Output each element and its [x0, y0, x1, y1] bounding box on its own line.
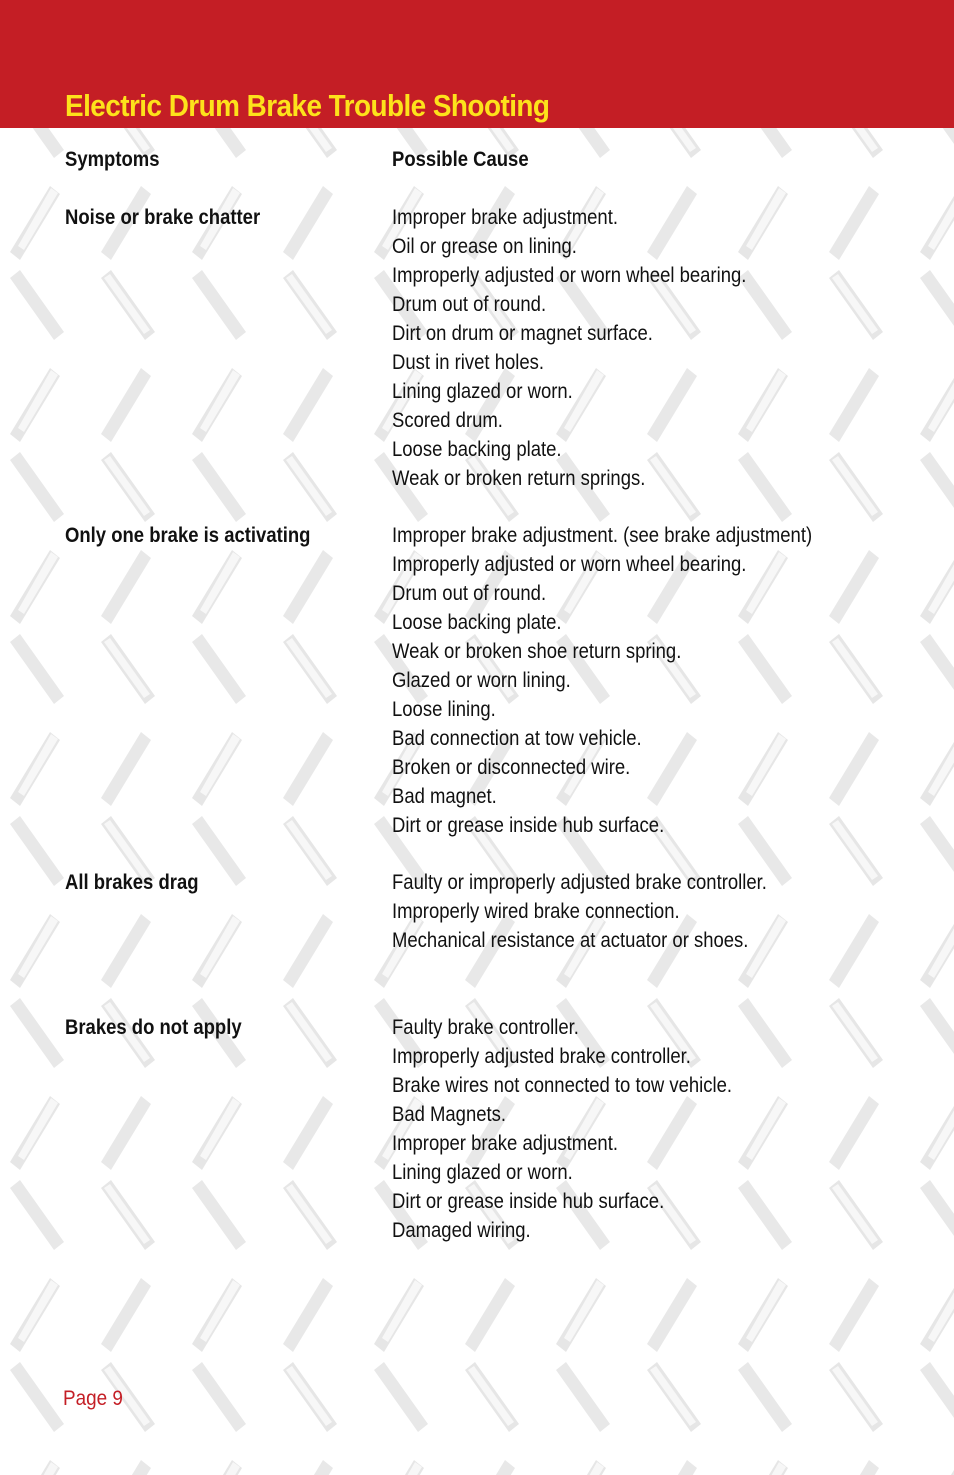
cause-list: [392, 1013, 732, 1245]
cause-item: Improperly wired brake connection.: [392, 900, 680, 923]
cause-item: Faulty or improperly adjusted brake controller.: [392, 871, 767, 894]
cause-item: Improperly adjusted or worn wheel bearing.: [392, 553, 747, 576]
cause-item: Broken or disconnected wire.: [392, 756, 631, 779]
symptom-label: Brakes do not apply: [65, 1016, 242, 1039]
cause-item: Glazed or worn lining.: [392, 669, 571, 692]
symptom-label: Noise or brake chatter: [65, 206, 261, 229]
cause-item: Weak or broken shoe return spring.: [392, 640, 682, 663]
cause-list: [392, 203, 746, 493]
cause-item: Improper brake adjustment.: [392, 1132, 618, 1155]
cause-item: Lining glazed or worn.: [392, 380, 573, 403]
page-title: Electric Drum Brake Trouble Shooting: [65, 88, 550, 123]
cause-item: Weak or broken return springs.: [392, 467, 646, 490]
cause-item: Improperly adjusted brake controller.: [392, 1045, 691, 1068]
cause-item: Drum out of round.: [392, 293, 547, 316]
cause-item: Bad Magnets.: [392, 1103, 507, 1126]
cause-item: Faulty brake controller.: [392, 1016, 579, 1039]
symptom-label: Only one brake is activating: [65, 524, 311, 547]
cause-item: Bad magnet.: [392, 785, 497, 808]
cause-item: Dirt or grease inside hub surface.: [392, 814, 665, 837]
cause-item: Dirt on drum or magnet surface.: [392, 322, 653, 345]
cause-item: Mechanical resistance at actuator or shoes.: [392, 929, 749, 952]
page-number: Page 9: [63, 1387, 123, 1410]
column-header-possible-cause: Possible Cause: [392, 148, 529, 171]
cause-item: Improper brake adjustment. (see brake adjustment): [392, 524, 813, 547]
cause-item: Lining glazed or worn.: [392, 1161, 573, 1184]
cause-item: Drum out of round.: [392, 582, 547, 605]
cause-item: Loose backing plate.: [392, 611, 562, 634]
cause-item: Improper brake adjustment.: [392, 206, 618, 229]
cause-item: Scored drum.: [392, 409, 503, 432]
cause-item: Improperly adjusted or worn wheel bearing.: [392, 264, 747, 287]
cause-item: Dust in rivet holes.: [392, 351, 545, 374]
cause-item: Damaged wiring.: [392, 1219, 531, 1242]
symptom-label: All brakes drag: [65, 871, 199, 894]
cause-item: Bad connection at tow vehicle.: [392, 727, 642, 750]
column-header-symptoms: Symptoms: [65, 148, 160, 171]
cause-item: Dirt or grease inside hub surface.: [392, 1190, 665, 1213]
cause-item: Loose backing plate.: [392, 438, 562, 461]
cause-item: Loose lining.: [392, 698, 496, 721]
cause-item: Brake wires not connected to tow vehicle.: [392, 1074, 733, 1097]
cause-list: [392, 521, 812, 840]
cause-list: [392, 868, 767, 955]
cause-item: Oil or grease on lining.: [392, 235, 577, 258]
